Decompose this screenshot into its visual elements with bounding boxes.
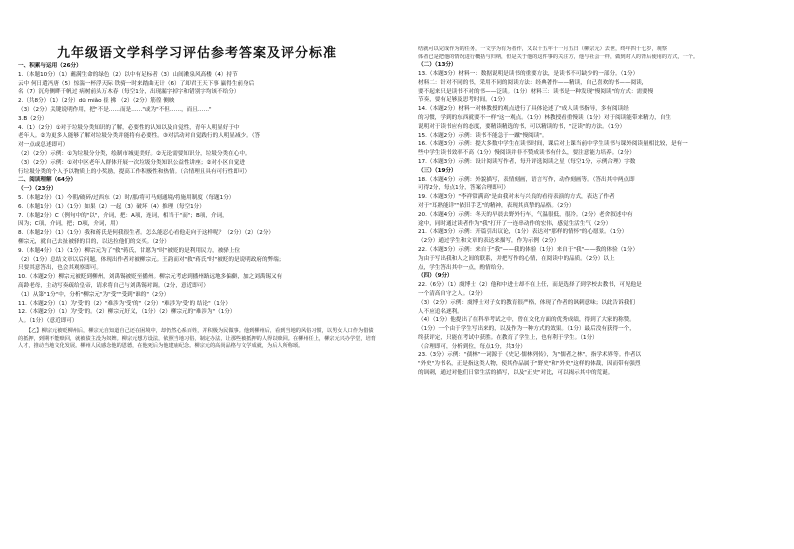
answer-line: （合理即可，分析到位，每点1分，共3分） <box>418 343 526 350</box>
answer-line: 行垃圾分类的个人予以物质上的小奖励，提高工作积极性和热情。（合情理且具有可行性即可） <box>18 168 251 175</box>
answer-line: 12.（本题2分）（1）为'受'的。（2）柳宗元好义，（1分）（2）柳宗元的"难涉为"（1分） <box>18 309 236 316</box>
continued-paragraph: 结就可以完成作为的任务，一文学为有为者作，又以十五年十一月五日（柳宗元）去世，终年四十七岁，观察 <box>418 46 668 52</box>
answer-line: 云中 何日遣冯唐（5）惊湍一杯浮天际 铁骑一时来踏曲无计（6）了却君王天下事 赢得生前身后 <box>18 80 255 87</box>
answer-line: 要不起来只是读书不对的书——泛读。（1分）材料三：读书是一种发现"慢阅读"的方式：需要慢 <box>418 88 654 95</box>
answer-line: 22.（6分）（1）虞博士（2）他和中进士却不在上任，而是选择了到学校去教书，可见他是 <box>418 282 642 289</box>
answer-line: 2.（共8分）（1）（2分）dū miǎo 崔 拂 （2）（2分）筋徨 侧映 <box>18 98 175 105</box>
answer-line: 20.（本题4分）示例：冬天的早晨去野外行车，气温很低，很冷。（2分）老舍叙述中有 <box>418 211 633 218</box>
right-answer-lines-2 <box>418 176 776 273</box>
continued-paragraph: 体者已是把他的情况进行概括与归纳，但是关于他的这件事的关注方，他与社会一样，做到对人的背后使用的方式，一个。 <box>418 53 699 60</box>
section-heading: 一、积累与运用（26分） <box>18 63 82 69</box>
left-answer-lines <box>18 71 376 177</box>
answer-line: 16.（本题3分）示例：提大多数中学生在读书时间，课后对上课当前中学生读书与课外阅读量相比较，是有一 <box>418 141 688 148</box>
answer-line: 只要其意答出，也会其观察即可。 <box>18 265 102 272</box>
answer-line: 为由于写出我和人之间的联系，并把写作的心情，在阅读中的品质。（2分）以上 <box>418 255 615 262</box>
answer-line: （2）（2分）示例：①为垃圾分分类，绘制市城更美好。②无论需要知识分，垃圾分类在心中。 <box>18 150 251 157</box>
classical-text-paragraph: 【乙】柳宗元被贬柳州后，柳宗元自知道自己还在困境中，却仍然心系百姓，并积极为民做事。他到柳州后，看到当地的风俗习惯，以男女人口作为借债的抵押，到期不能赎回，就被债主没为奴婢。柳宗元想方设法，依照当地习俗，制定办法，让那些被抵押的人得以赎回。在柳州任上，柳宗元兴办学堂，培育人才，推动当地文化发展。柳州人民感念他的恩德，在他死后为他建庙纪念。柳宗元的高尚品格与文学成就，为后人所称颂。 <box>18 327 376 350</box>
answer-line: 的讽刺，通过对他们日常生活的描写，以及"正史"对比，可以揭示其中的荒诞。 <box>418 370 614 377</box>
answer-line: 对于"耳熟能详""依旧手艺"的精神，表现其真挚的品格。（2分） <box>418 202 575 209</box>
answer-line: 3.B（2分） <box>18 115 48 122</box>
answer-line: 人不应追名逐利。 <box>418 308 463 315</box>
answer-line: 8.（本题2分）（1）（1分）我和蒋氏是何我很生者。怎么能忍心看他走向于这样呢？（2分）（2）（2分） <box>18 230 275 237</box>
answer-line: 17.（本题3分）示例：设计阅读写作者，每升评选阅读之星（每空1分，示例合理）字数 <box>418 158 636 165</box>
answer-line: 1.（本题10分）（1）蘸满生命的绿色（2）以中有足标者（3）山间漱泉风高楼（4）持节 <box>18 71 238 78</box>
answer-line: 人。（1分）（意近即可） <box>18 318 78 325</box>
answer-line: 15.（本题2分）示例：读书不能急于一蹴"慢阅读"。 <box>418 132 548 139</box>
answer-line: 节奏，要有足够及思考时间。（1分） <box>418 97 509 104</box>
answer-line: 21.（本题3分）示例：开篇引出议论，（1分）表达对"那样的情怀"的心愿景。（1分） <box>418 229 628 236</box>
answer-line: 10.（本题2分）柳宗元被贬到柳州，刘禹锡被贬至播州。柳宗元考虑到播州路远地多偏僻，加之刘禹锡又有 <box>18 274 283 281</box>
answer-line: 高龄老母，主动写奏疏给皇帝，请求将自己与刘禹锡对调。（2分，意近即可） <box>18 282 209 289</box>
answer-line: 一个清高自守之人。（2分） <box>418 290 486 297</box>
right-answer-lines <box>418 70 776 167</box>
answer-line: 对一点或总述即可） <box>18 142 69 149</box>
answer-line: 的习惯，学到的东西就要不一样"这一观点。（1分）林教授看重慢读（1分）对于阅读能带来精力，自生 <box>418 114 672 121</box>
answer-line: 14.（本题2分）材料一对林教授的观点进行了具体论述了"成人读书指导，多有阅读经 <box>418 106 629 113</box>
answer-line: （3）（2分）示例：虞博士对子女的教育很严格，体现了作者的讽刺意味；以此告诉我们 <box>418 299 635 306</box>
subsection-heading: （三）（19分） <box>418 167 457 174</box>
answer-line: 11.（本题2分）（1）为'受'的（2）"难涉为'受'的"（2分）"难涉为'受'的 结论"（1分） <box>18 300 232 307</box>
answer-line: 4.（1）（2分）①对于垃圾分类知识的了解，必要性的认知以及自觉性，青年人明显好于中 <box>18 124 240 131</box>
answer-line: 19.（本题3分）"李祥常满高"是由我对未与兴良的看待表演的方式，表达了作者 <box>418 194 615 201</box>
answer-line: （1分）一个由于学生写出来的，以及作为一种方式的效果。（1分）最后没有获得一个， <box>418 326 635 333</box>
answer-line: 点，学生答出其中一点，酌情给分。 <box>418 264 508 271</box>
answer-line: 名（7）沉舟侧畔千帆过 病树前头万木春（每空1分，出现漏字掉字和错别字均该不给分） <box>18 89 240 96</box>
answer-line: "外史"为书名，正是指这类人物，使其作品属于"野史"和"外史"这样的体裁，因而带有强烈 <box>418 361 641 368</box>
answer-line: 18.（本题4分）示例：外貌描写，表情刻画，语言写作，动作刻画等。（答出其中两点即 <box>418 176 635 183</box>
answer-line: 可得2分，每点1分，答案合理即可） <box>418 185 510 192</box>
answer-line: 因为；C项，介词，把；D项，介词，用） <box>18 221 122 228</box>
right-column <box>418 46 776 378</box>
answer-line: （3）（2分）关键说明作用，把"不是……而是……"或为"不但……，而且……" <box>18 106 212 113</box>
answer-line: 途中，同时通过读者作为"我"打开了一连串动作的宏伟，感觉生活生气（2分） <box>418 220 612 227</box>
answer-line: 柳宗元，就自己去扯被驿的目的，以达拉他们的交买。（2分） <box>18 238 170 245</box>
subsection-heading: （四）（9分） <box>418 273 453 280</box>
answer-line: 6.（本题1分）（1）（1分）如果（2）一起（3）破坏（4）推理（每空1分） <box>18 203 205 210</box>
answer-line: 5.（本题2分）（1）今朝/破碎/过西东（2）时/那/将可马刻通境/将施用制度（每题1分） <box>18 194 235 201</box>
left-answer-lines-2 <box>18 194 376 326</box>
answer-line: 13.（本题3分）材料一：数据说明是读书的重要方法，是读书不可缺少的一部分。（1分） <box>418 70 639 77</box>
document-title: 九年级语文学科学习评估参考答案及评分标准 <box>56 46 337 61</box>
answer-line: 老年人。②为更多人能够了解对垃圾分类并能将有必要性。③对活动对自觉践行的人明显减少。（答 <box>18 133 261 140</box>
answer-line: 23.（3分）示例："孺林"一词源于《史记·儒林列传》，为"儒者之林"，指学术界等。作者以 <box>418 352 642 359</box>
answer-line: （2）（1分）总结文章以后问题，体现出作者对被柳宗元。王韵而对"救"蒋氏"时"被贬的是说明政府的弊端； <box>18 256 285 263</box>
answer-line: 22.（本题3分）示例：来自于"我"——我的体验（1分）来自于"我"——我的体验（1分） <box>418 246 639 253</box>
answer-line: 7.（本题2分）C（例句中的"以"，介词，把：A项，连词，相当于"而"；B项，介词， <box>18 212 228 219</box>
answer-line: （4）（1分）他提出了在科举考试之中，曾在文化方面的优秀成绩，得到了大家的称赞。 <box>418 317 635 324</box>
left-column <box>18 62 376 351</box>
answer-line: （3）（2分）示例：①对中区老年人群体开展一次垃圾分类知识公益性讲座；②对小区自觉进 <box>18 159 245 166</box>
subsection-heading: （一）（23分） <box>18 186 57 193</box>
answer-line: （1）从第"1分"中，分析"柳宗元"为"受""受到"谁的"（2分） <box>18 291 170 298</box>
answer-line: 终获评定，只能在考试中获胜。在教育了学生上，也有利于学生。（1分） <box>418 334 598 341</box>
section-heading: 二、阅读理解（64分） <box>18 177 77 184</box>
answer-line: （2分）通过学生和文章的表达来描写，作为示例（2分） <box>418 238 560 245</box>
subsection-heading: （二）（13分） <box>418 62 457 69</box>
answer-line: 9.（本题4分）（1）（1分）柳宗元为了"救"蒋氏，甘愿为"时"被贬的是利用民力，被驿上位 <box>18 247 241 254</box>
answer-line: 说明对于读书应有的态度，要精读精选的书，可以精读的书，"泛读"的方法。（1分） <box>418 123 626 130</box>
right-answer-lines-3 <box>418 281 776 378</box>
answer-line: 些中学生读书效率不高（1分）慢阅读并非不赞成读书有什么，要注意能力培养。（2分） <box>418 150 635 157</box>
answer-line: 材料二：针对不同的书，采用不同的阅读方法：经典著作——精读，自己喜欢的书——阅读， <box>418 79 648 86</box>
